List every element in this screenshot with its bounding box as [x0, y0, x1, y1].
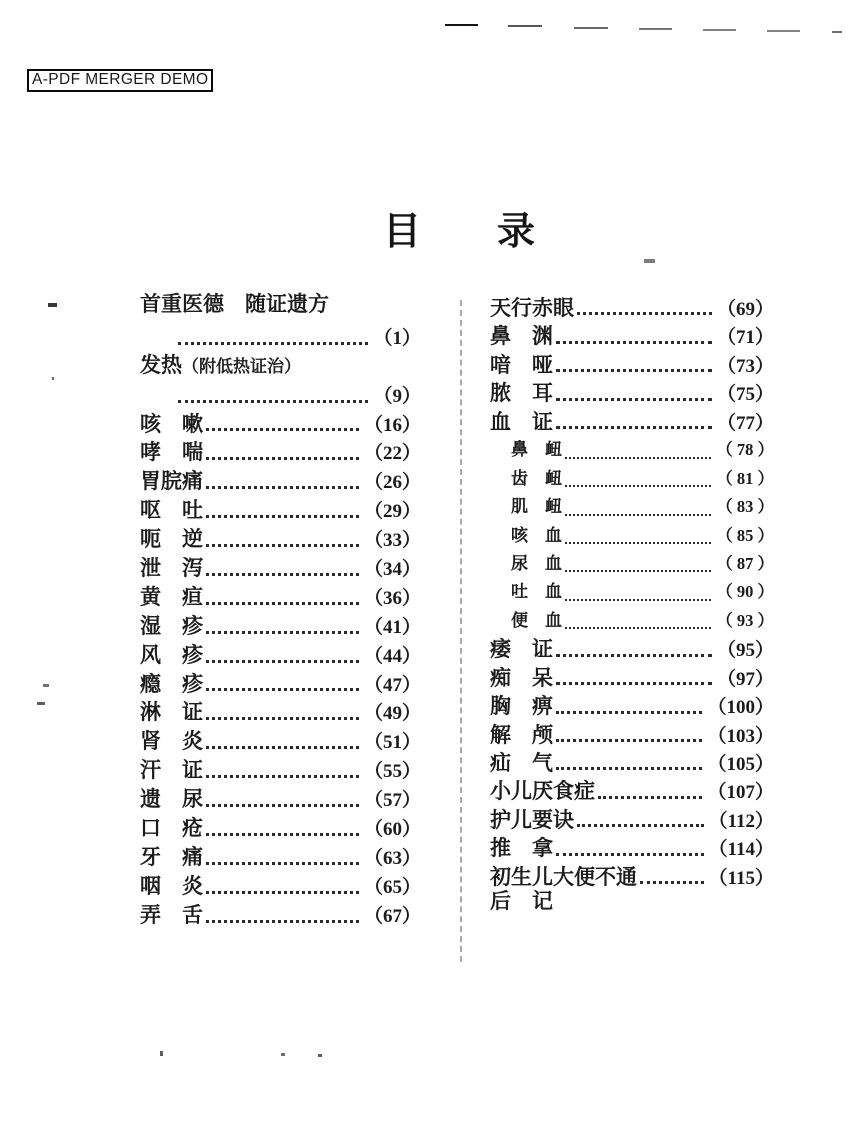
toc-row — [490, 436, 774, 464]
dotted-leader — [556, 426, 712, 429]
dotted-leader — [577, 312, 712, 315]
dotted-leader — [206, 804, 359, 807]
toc-row — [140, 294, 421, 323]
toc-row — [140, 872, 421, 901]
toc-entry-page-number: （67） — [363, 905, 421, 927]
toc-entry-page-number: （47） — [363, 674, 421, 696]
scan-noise-speck — [43, 684, 49, 687]
dotted-leader — [206, 573, 359, 576]
toc-entry-page-number: （ 93 ） — [716, 610, 774, 630]
toc-row — [140, 727, 421, 756]
dotted-leader — [577, 824, 704, 827]
toc-entry-page-number: （60） — [363, 819, 421, 841]
scan-mark-dash — [445, 24, 478, 26]
toc-entry-title: 肾 炎 — [140, 729, 203, 754]
toc-entry-title: 鼻 渊 — [490, 324, 553, 349]
toc-entry-title: 咳 血 — [511, 525, 562, 545]
dotted-leader — [206, 660, 359, 663]
toc-entry-title: 淋 证 — [140, 700, 203, 725]
toc-entry-page-number: （41） — [363, 616, 421, 638]
watermark-box — [27, 69, 213, 92]
toc-entry-page-number: （22） — [363, 443, 421, 465]
toc-entry-page-number: （ 90 ） — [716, 582, 774, 602]
toc-row — [140, 670, 421, 699]
dotted-leader — [565, 457, 711, 459]
dotted-leader — [206, 457, 359, 460]
toc-entry-page-number: （33） — [363, 530, 421, 552]
toc-row — [490, 863, 774, 891]
toc-entry-page-number: （71） — [716, 327, 774, 349]
toc-entry-title: 胸 痹 — [490, 694, 553, 719]
toc-row — [140, 785, 421, 814]
toc-row — [490, 465, 774, 493]
dotted-leader — [178, 342, 368, 345]
toc-row — [490, 664, 774, 692]
toc-row — [490, 294, 774, 322]
toc-entry-title: 牙 痛 — [140, 844, 203, 869]
toc-entry-title: 便 血 — [511, 610, 562, 630]
toc-row — [140, 843, 421, 872]
toc-entry-title: 遗 尿 — [140, 787, 203, 812]
toc-entry-title: 呕 吐 — [140, 498, 203, 523]
dotted-leader — [556, 682, 712, 685]
toc-entry-title: 护儿要诀 — [490, 807, 574, 832]
scan-noise-speck — [644, 259, 655, 263]
dotted-leader — [206, 688, 359, 691]
toc-entry-page-number: （69） — [716, 299, 774, 320]
toc-row — [490, 607, 774, 635]
toc-entry-title: 小儿厌食症 — [490, 779, 595, 804]
toc-entry-page-number: （100） — [707, 697, 774, 719]
scan-mark-dash — [703, 29, 736, 31]
toc-entry-page-number: （114） — [708, 839, 774, 861]
dotted-leader — [206, 833, 359, 836]
toc-entry-page-number: （63） — [363, 847, 421, 869]
toc-row — [140, 554, 421, 583]
toc-entry-title: 汗 证 — [140, 758, 203, 783]
dotted-leader — [565, 542, 711, 544]
page-title: 目 录 — [383, 211, 536, 253]
dotted-leader — [565, 514, 711, 516]
toc-row — [140, 467, 421, 496]
scan-noise-speck — [281, 1053, 285, 1056]
toc-entry-page-number: （95） — [716, 640, 774, 662]
scan-noise-speck — [318, 1054, 322, 1057]
dotted-leader — [556, 654, 712, 657]
watermark-label: A-PDF MERGER DEMO — [32, 71, 209, 88]
toc-row — [140, 438, 421, 467]
dotted-leader — [598, 796, 702, 799]
dotted-leader — [556, 398, 712, 401]
toc-entry-title: 痿 证 — [490, 637, 553, 662]
toc-entry-title: 初生儿大便不通 — [490, 864, 637, 889]
scan-divider-line-artifact — [460, 300, 462, 962]
toc-entry-title: 黄 疸 — [140, 584, 203, 609]
toc-entry-page-number: （103） — [707, 725, 774, 747]
toc-entry-title: 瘾 疹 — [140, 671, 203, 696]
toc-entry-page-number: （29） — [363, 501, 421, 523]
toc-row — [140, 496, 421, 525]
toc-row — [140, 410, 421, 439]
dotted-leader — [206, 862, 359, 865]
toc-row — [490, 834, 774, 862]
toc-entry-page-number: （75） — [716, 384, 774, 406]
toc-entry-page-number: （105） — [707, 754, 774, 775]
toc-entry-page-number: （115） — [708, 867, 774, 889]
toc-row — [490, 578, 774, 606]
scan-mark-dash — [574, 27, 608, 29]
dotted-leader — [556, 853, 704, 856]
toc-entry-page-number: （36） — [363, 587, 421, 609]
toc-row — [140, 698, 421, 727]
toc-row — [490, 692, 774, 720]
dotted-leader — [206, 920, 359, 923]
dotted-leader — [556, 711, 702, 714]
dotted-leader — [206, 428, 359, 431]
toc-row — [490, 522, 774, 550]
toc-entry-title: 湿 疹 — [140, 613, 203, 638]
toc-entry-title: 胃脘痛 — [140, 469, 203, 494]
toc-entry-title: 推 拿 — [490, 836, 553, 861]
toc-row — [490, 493, 774, 521]
toc-entry-page-number: （ 81 ） — [716, 468, 774, 488]
dotted-leader — [206, 544, 359, 547]
toc-row — [490, 351, 774, 379]
toc-row — [490, 777, 774, 805]
dotted-leader — [556, 369, 712, 372]
dotted-leader — [206, 602, 359, 605]
dotted-leader — [206, 631, 359, 634]
toc-entry-page-number: （51） — [363, 732, 421, 754]
toc-entry-page-number: （107） — [707, 782, 774, 804]
toc-entry-page-number: （26） — [363, 472, 421, 494]
toc-entry-page-number: （112） — [708, 810, 774, 832]
toc-entry-title: 吐 血 — [511, 582, 562, 602]
dotted-leader — [565, 485, 711, 487]
scan-noise-speck — [48, 303, 57, 307]
dotted-leader — [178, 400, 368, 403]
toc-entry-page-number: （97） — [716, 668, 774, 690]
toc-entry-page-number: （49） — [363, 703, 421, 725]
toc-entry-note: （附低热证治） — [182, 356, 301, 376]
toc-column-left — [140, 294, 421, 930]
toc-entry-title: 哮 喘 — [140, 440, 203, 465]
toc-entry-title: 疝 气 — [490, 751, 553, 775]
toc-entry-page-number: （65） — [363, 876, 421, 898]
toc-entry-title: 呃 逆 — [140, 527, 203, 552]
toc-entry-title: 尿 血 — [511, 553, 562, 573]
toc-entry-page-number: （1） — [373, 327, 421, 349]
toc-entry-page-number: （57） — [363, 790, 421, 812]
dotted-leader — [565, 627, 711, 629]
toc-row — [140, 352, 421, 381]
dotted-leader — [206, 775, 359, 778]
toc-row — [140, 612, 421, 641]
toc-row — [140, 381, 421, 410]
toc-entry-page-number: （55） — [363, 761, 421, 783]
scan-noise-speck — [160, 1051, 163, 1056]
toc-row — [490, 806, 774, 834]
scan-mark-dash — [832, 31, 842, 33]
toc-row — [140, 756, 421, 785]
toc-entry-page-number: （9） — [373, 385, 421, 407]
toc-entry-title: 弄 舌 — [140, 902, 203, 927]
toc-entry-page-number: （ 85 ） — [716, 525, 774, 545]
toc-column-right — [490, 294, 774, 920]
toc-entry-page-number: （ 83 ） — [716, 497, 774, 517]
scan-noise-speck — [37, 702, 45, 705]
dotted-leader — [206, 515, 359, 518]
toc-entry-title: 发热 — [140, 352, 182, 377]
toc-row — [140, 901, 421, 930]
toc-entry-title: 解 颅 — [490, 722, 553, 747]
toc-row — [490, 749, 774, 777]
toc-row — [140, 641, 421, 670]
toc-entry-title: 首重医德 随证遗方 — [140, 292, 329, 316]
toc-row — [490, 635, 774, 663]
toc-entry-title: 口 疮 — [140, 816, 203, 841]
toc-entry-title: 喑 哑 — [490, 352, 553, 377]
dotted-leader — [640, 881, 704, 884]
toc-entry-page-number: （73） — [716, 355, 774, 377]
toc-row — [490, 721, 774, 749]
toc-row — [140, 525, 421, 554]
toc-entry-title: 风 疹 — [140, 642, 203, 667]
dotted-leader — [556, 767, 702, 770]
toc-row — [140, 814, 421, 843]
toc-row — [490, 408, 774, 436]
dotted-leader — [565, 570, 711, 572]
toc-entry-page-number: （ 78 ） — [716, 440, 774, 460]
toc-entry-title: 天行赤眼 — [490, 296, 574, 320]
toc-entry-page-number: （ 87 ） — [716, 553, 774, 573]
toc-row — [140, 323, 421, 352]
toc-entry-page-number: （44） — [363, 645, 421, 667]
toc-entry-title: 痴 呆 — [490, 665, 553, 690]
dotted-leader — [206, 717, 359, 720]
toc-row — [490, 322, 774, 350]
dotted-leader — [206, 746, 359, 749]
dotted-leader — [565, 599, 711, 601]
toc-entry-page-number: （34） — [363, 559, 421, 581]
toc-entry-title: 肌 衄 — [511, 497, 562, 517]
toc-entry-title: 脓 耳 — [490, 381, 553, 406]
scan-noise-speck — [52, 377, 54, 380]
dotted-leader — [206, 486, 359, 489]
toc-entry-title: 泄 泻 — [140, 556, 203, 581]
toc-entry-title: 齿 衄 — [511, 468, 562, 488]
dotted-leader — [556, 739, 702, 742]
dotted-leader — [206, 891, 359, 894]
toc-entry-title: 血 证 — [490, 409, 553, 434]
toc-row — [490, 379, 774, 407]
dotted-leader — [556, 341, 712, 344]
scan-mark-dash — [639, 28, 672, 30]
toc-row — [140, 583, 421, 612]
toc-entry-page-number: （77） — [716, 412, 774, 434]
toc-row — [490, 891, 774, 919]
toc-entry-title: 鼻 衄 — [511, 440, 562, 460]
toc-entry-title: 咽 炎 — [140, 873, 203, 898]
toc-row — [490, 550, 774, 578]
scan-mark-dash — [508, 25, 542, 27]
toc-entry-page-number: （16） — [363, 414, 421, 436]
toc-entry-title: 咳 嗽 — [140, 411, 203, 436]
scan-mark-dash — [767, 30, 800, 32]
toc-entry-title: 后 记 — [490, 889, 553, 914]
